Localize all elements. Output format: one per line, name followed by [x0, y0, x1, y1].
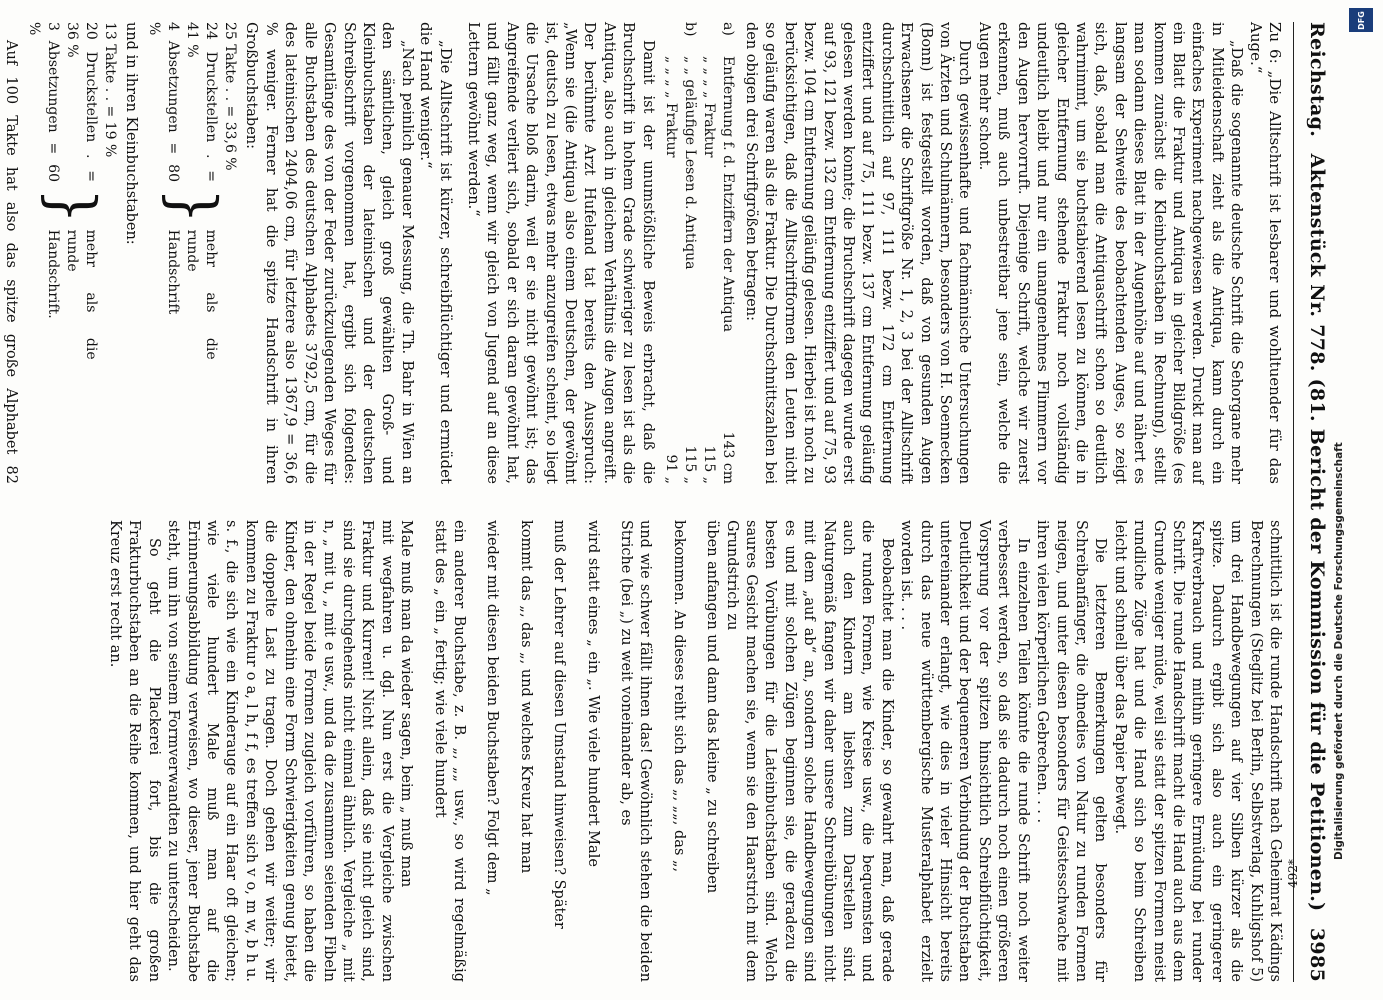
paragraph: Die letzteren Bemerkungen gelten besonders für Schreibanfänger, die ohnedies von Natur zu runden Formen neigen, und unter diesen besonders für Geistesschwache mit ihren vielen körperlichen Gebrechen. . . . — [1034, 520, 1109, 982]
text-line: wieder mit diesen beiden Buchstaben? Folgt dem „ — [484, 520, 501, 896]
text-line: und wie schwer fällt ihnen das! Gewöhnlich stehen die beiden Striche (bei „) zu weit voneinander ab, es — [618, 520, 654, 982]
text-line: ein anderer Buchstabe, z. B. „, „„ usw., so wird regelmäßig statt des „ ein „ fertig; wie viele hundert — [431, 520, 467, 982]
measurement-row: „ „ „ „ Fraktur 115 „ — [700, 56, 717, 484]
stats-intro: und in ihren Kleinbuchstaben: — [123, 22, 140, 245]
text-line: Male muß man da wieder sagen, beim „ muß man — [398, 520, 415, 888]
brace-icon: } — [156, 188, 228, 224]
page-marker: 492* — [1286, 859, 1300, 888]
text-line: muß der Lehrer auf diesen Umstand hinweisen? Später — [551, 520, 568, 929]
header-center: Aktenstück Nr. 778. (81. Bericht der Kommission für die Petitionen.) — [1306, 153, 1328, 912]
paragraph: In einzelnen Teilen könnte die runde Schrift noch weiter verbessert werden, so daß sie dadurch noch einen größeren Vorsprung vor der spitzen hinsichtlich Schreibflüchtigkeit, Deutlichkeit und der bequemeren Verbindung der Buchstaben untereinander erlangt, wie dies in vieler Hinsicht bereits durch das neue württembergische Musteralphabet erzielt worden ist. . . . — [898, 520, 1031, 982]
paragraph: Beobachtet man die Kinder, so gewahrt man, daß gerade die runden Formen, wie Kreise usw., die bequemsten und auch den Kindern am liebsten zum Darstellen sind. Naturgemäß fangen wir daher unsere Schreibübungen nicht mit dem „auf ab“ an, sondern solche Handbewegungen sind es und mit solchen Zügen beginnen sie, die geradezu die besten Vorübungen für die Lateinbuchstaben sind. Welch saures Gesicht machen sie, wenn sie den Haarstrich mit dem Grundstrich zu — [723, 520, 895, 982]
header-left: Reichstag. — [1306, 22, 1328, 138]
paragraph: So geht die Plackerei fort, bis die großen Frakturbuchstaben an die Reihe kommen, und hier geht das Kreuz erst recht an. — [107, 520, 162, 982]
measurement-row: a) Entfernung f. d. Entziffern der Antiqua 143 cm — [719, 22, 736, 484]
stats-block-capitals: 25 Takte . . = 33,6 % 24 Druckstellen . = 41 % 4 Absetzungen = 80 % } mehr als die runde Handschrift — [146, 22, 239, 360]
measurement-row: „ „ „ „ Fraktur 91 „ — [662, 56, 679, 484]
paragraph: Durch gewissenhafte und fachmännische Untersuchungen von Ärzten und Schulmännern, besonders von H. Soennecken (Bonn) ist festgestellt worden, daß von gesunden Augen Erwachsener die Schriftgröße Nr. 1, 2, 3 bei der Alltschrift durchschnittlich auf 97, 111 bezw. 172 cm Entfernung entziffert und auf 75, 111 bezw. 137 cm Entfernung geläufig gelesen werden konnte; die Bruchschrift dagegen wurde erst auf 93, 121 bezw. 132 cm Entfernung entziffert und auf 75, 93 bezw. 104 cm Entfernung geläufig gelesen. Hierbei ist noch zu berücksichtigen, daß die Alltschriftformen den Leuten nicht so geläufig waren als die Fraktur. Die Durchschnittszahlen bei den obigen drei Schriftgrößen betragen: — [743, 22, 973, 484]
header-page-number: 3985 — [1306, 927, 1328, 982]
text-line: üben anfangen und dann das kleine „ zu schreiben — [704, 520, 721, 894]
measurement-table — [661, 22, 737, 484]
text-line: kommt das „, das „, und welches Kreuz hat man — [517, 520, 534, 874]
funding-note: Digitalisierung gefördert durch die Deutsche Forschungsgemeinschaft — [1333, 442, 1345, 860]
paragraph: Auf 100 Takte hat also das spitze große Alphabet 82 — [2, 40, 19, 484]
dfg-logo-icon: DFG — [1349, 8, 1373, 32]
section-heading: „Die Alltschrift ist kürzer, schreibflüchtiger und ermüdet die Hand weniger.“ — [417, 22, 455, 484]
rotated-text-frame — [2, 22, 1340, 982]
brace-icon: } — [35, 188, 108, 224]
paragraph: Damit ist der unumstößliche Beweis erbracht, daß die Bruchschrift in hohem Grade schwieriger zu lesen ist als die Antiqua, also auch in gleichem Verhältnis die Augen angreift. Der berühmte Arzt Hufeland tat bereits den Ausspruch: „Wenn sie (die Antiqua) also einem Deutschen, der gewöhnt ist, deutsch zu lesen, etwas mehr anzugreifen scheint, so liegt die Ursache bloß darin, weil er sie nicht gewöhnt ist; das Angreifende verliert sich, sobald er sich daran gewöhnt hat, und fällt ganz weg, wenn wir gleich von Jugend auf an diese Lettern gewöhnt werden.“ — [464, 22, 656, 484]
paragraph: schnittlich ist die runde Handschrift nach Geheimrat Kädings Berechnungen (Steglitz bei Berlin, Selbstverlag, Kuhligshof 5) um drei Handbewegungen auf vier Silben kürzer als die spitze. Dadurch ergibt sich also auch ein geringerer Kraftverbrauch und mithin geringere Ermüdung bei runder Schrift. Die runde Handschrift macht die Hand auch aus dem Grunde weniger müde, weil sie statt der spitzen Formen meist rundliche Züge hat und die Hand sich so beim Schreiben leicht und schnell über das Papier bewegt. — [1111, 520, 1283, 982]
paragraph: mit wegfahren u. dgl. Nun erst die Vergleiche zwischen Fraktur und Kurrent! Nicht allein, daß sie nicht gleich sind, sind sie durchgehends nicht einmal ähnlich. Vergleiche „ mit n, „ mit u, „ mit e usw., und da die zusammen seienden Fibeln in der Regel beide Formen zugleich vorführen, so haben die Kinder, den ohnehin eine Form Schwierigkeiten genug bietet, die doppelte Last zu tragen. Doch gehen wir weiter; wir kommen zu Fraktur o a, l h, f f, es treffen sich v o, m w, b h u. s. f., die sich wie ein Kinderauge auf ein Haar oft gleichen; wie viele hundert Male muß man auf die Erinnerungsabbildung verweisen, wo dieser, jener Buchstabe steht, um ihn von seinem Formverwandten zu unterscheiden. — [165, 520, 395, 982]
measurement-row: b) „ „ geläufige Lesen d. Antiqua 115 „ — [681, 22, 698, 484]
right-column — [54, 520, 1284, 982]
text-line: wird statt eines „ ein „. Wie viele hundert Male — [584, 520, 601, 867]
stats-block-lowercase: 13 Takte . . = 19 % 20 Druckstellen . = 36 % 3 Absetzungen = 60 % } mehr als die runde Handschrift. — [25, 22, 118, 360]
text-line: bekommen. An dieses reiht sich das „, „„, das „, — [670, 520, 687, 873]
left-column — [2, 22, 1284, 484]
paragraph: „Nach peinlich genauer Messung, die Th. Bahr in Wien an den sämtlichen, gleich groß gewählten Groß- und Kleinbuchstaben der lateinischen und der deutschen Schreibschrift vorgenommen hat, ergibt sich folgendes: Gesamtlänge des von der Feder zurückzulegenden Weges für alle Buchstaben des deutschen Alphabets 3792,5 cm, für die des lateinischen 2404,06 cm, für letztere also 1367,9 = 36,6 % weniger. Ferner hat die spitze Handschrift in ihren Großbuchstaben: — [243, 22, 415, 484]
section-heading: Zu 6: „Die Alltschrift ist lesbarer und wohltuender für das Auge.“ — [1246, 22, 1284, 484]
paragraph: „Daß die sogenannte deutsche Schrift die Sehorgane mehr in Mitleidenschaft zieht als die Antiqua, kann durch ein einfaches Experiment nachgewiesen werden. Druckt man auf ein Blatt die Fraktur und Antiqua in gleicher Bildgröße (es kommen zunächst die Kleinbuchstaben in Rechnung), stellt man sodann dieses Blatt in der Augenhöhe auf und nähert es langsam der Sehweite des beobachtenden Auges, so zeigt sich, daß, sobald man die Antiquaschrift schon so deutlich wahrnimmt, um sie buchstabierend lesen zu können, die in gleicher Entfernung stehende Fraktur noch vollständig undeutlich bleibt und nur ein unangenehmes Flimmern vor den Augen hervorruft. Diejenige Schrift, welche wir zuerst erkennen, muß auch unbestreitbar jene sein, welche die Augen mehr schont. — [975, 22, 1245, 484]
